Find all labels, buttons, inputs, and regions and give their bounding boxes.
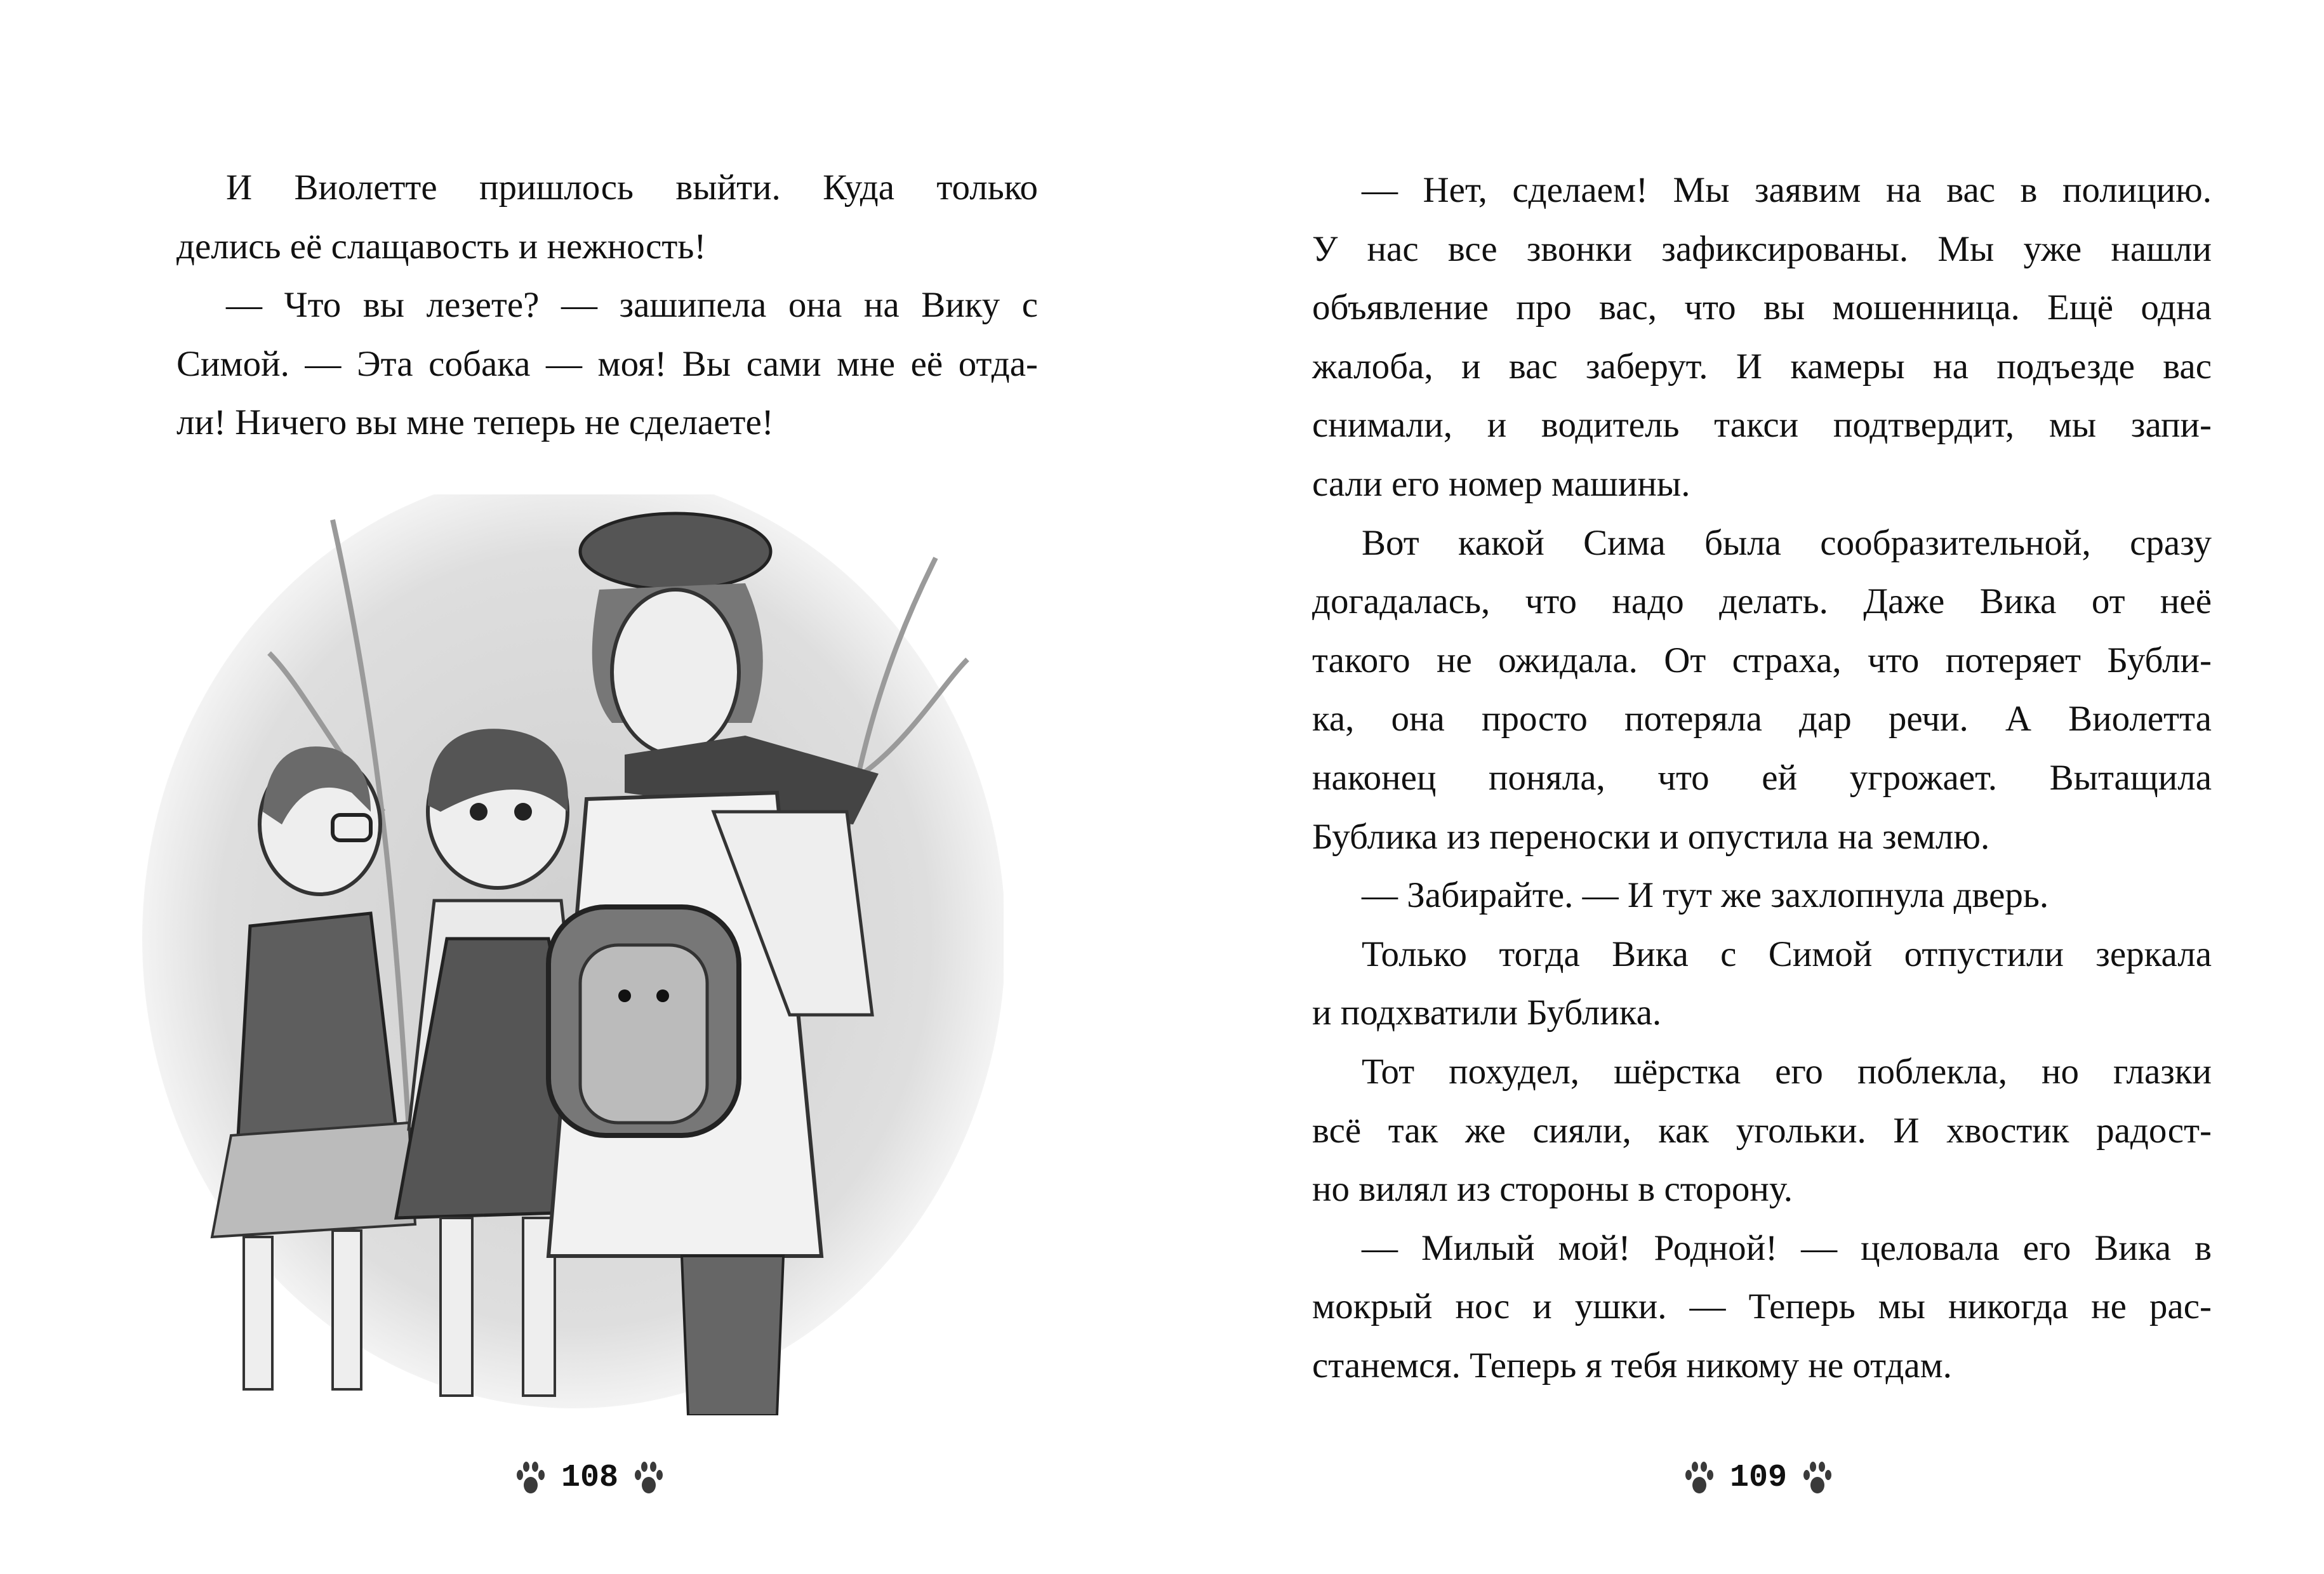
text-line: снимали, и водитель такси подтвердит, мы запи- (1312, 405, 2212, 446)
text-line: Симой. — Эта собака — моя! Вы сами мне её отда- (176, 343, 1038, 384)
text-line: Только тогда Вика с Симой отпустили зеркала (1362, 934, 2212, 974)
text-line: объявление про вас, что вы мошенница. Ещё одна (1312, 288, 2212, 328)
right-page-text (1312, 161, 2212, 1395)
text-line: догадалась, что надо делать. Даже Вика от неё (1312, 581, 2212, 622)
page-number (515, 1460, 664, 1496)
text-line: такого не ожидала. От страха, что потеряет Бубли- (1312, 640, 2212, 680)
text-line: станемся. Теперь я тебя никому не отдам. (1312, 1345, 1952, 1386)
text-line: И Виолетте пришлось выйти. Куда только (226, 168, 1038, 208)
text-line: — Нет, сделаем! Мы заявим на вас в полицию. (1362, 170, 2212, 210)
text-line: но вилял из стороны в сторону. (1312, 1169, 1793, 1210)
text-line: и подхватили Бублика. (1312, 993, 1662, 1033)
text-line: — Забирайте. — И тут же захлопнула дверь. (1362, 875, 2049, 916)
text-line: наконец поняла, что ей угрожает. Вытащила (1312, 757, 2212, 798)
text-line: сали его номер машины. (1312, 463, 1690, 504)
text-line: — Что вы лезете? — зашипела она на Вику с (226, 285, 1038, 326)
text-line: ли! Ничего вы мне теперь не сделаете! (176, 402, 774, 443)
paw-print-icon (1802, 1461, 1833, 1495)
right-page (1162, 0, 2324, 1574)
text-line: делись её слащавость и нежность! (176, 226, 707, 267)
left-page-text (176, 159, 1038, 453)
text-line: Бублика из переноски и опустила на землю. (1312, 816, 1990, 857)
text-line: всё так же сияли, как угольки. И хвостик радост- (1312, 1110, 2212, 1151)
text-line: мокрый нос и ушки. — Теперь мы никогда не рас- (1312, 1286, 2212, 1327)
paw-print-icon (634, 1461, 664, 1495)
text-line: ка, она просто потеряла дар речи. А Виолетта (1312, 699, 2212, 739)
text-line: У нас все звонки зафиксированы. Мы уже нашли (1312, 228, 2212, 269)
paw-print-icon (515, 1461, 546, 1495)
paw-print-icon (1684, 1461, 1715, 1495)
text-line: — Милый мой! Родной! — целовала его Вика в (1362, 1227, 2212, 1268)
page-number-label: 109 (1730, 1460, 1788, 1496)
page-number-label: 108 (561, 1460, 619, 1496)
illustration-girls-and-woman-with-dog-carrier (142, 494, 1004, 1415)
page-number (1684, 1460, 1833, 1496)
text-line: жалоба, и вас заберут. И камеры на подъезде вас (1312, 346, 2212, 387)
text-line: Вот какой Сима была сообразительной, сразу (1362, 522, 2212, 563)
text-line: Тот похудел, шёрстка его поблекла, но глазки (1362, 1051, 2212, 1092)
